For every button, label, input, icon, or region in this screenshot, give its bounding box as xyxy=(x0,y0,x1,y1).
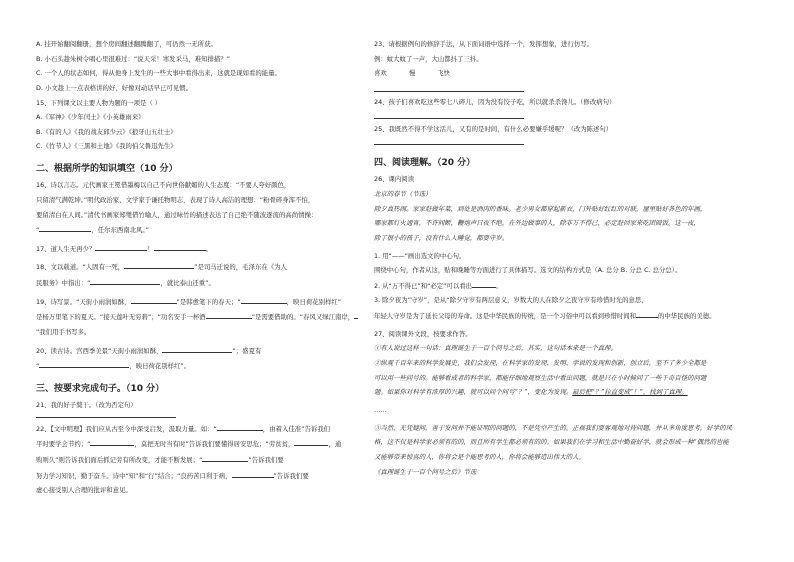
question-1: 1. 用“——”画出选文的中心句。 xyxy=(374,251,466,260)
extract-para-2-line-2: 可以用一些问号的。能够看成者的科学家，都能仔细地观察生活中看出问题，就是只在小时候问了一些千奇百怪的问题 xyxy=(374,373,707,382)
extract-source: 《真理诞生于一百个问号之后》节选 xyxy=(374,467,477,476)
q23-word: 喜欢 xyxy=(374,69,387,78)
q15-option-a: A.《军神》《少年闰土》《小英雄雨来》 xyxy=(36,113,145,122)
q25-prompt: 25、我既然不得不学这活儿，又有的是时间，有什么必要嫌乎缓呢？（改为陈述句） xyxy=(374,124,613,133)
passage-line-3: 除了很小的孩子，没有什么人睡觉，都要守岁。 xyxy=(374,233,509,242)
q14-option-a: A. 挂开始翻阅翻册，想个房间翻述翻腾翻了，可仍然一无所获。 xyxy=(36,40,217,48)
q3-blank[interactable] xyxy=(636,311,658,318)
extract-underlined-sentence: 最后把“？”拉直变成“！”，找到了真理。 xyxy=(572,388,688,397)
q15-prompt: 15、下列课文以主要人物为题的一项是（ ） xyxy=(36,98,162,107)
q18-blank-2[interactable] xyxy=(90,278,160,285)
q16-line-3: 要留清白在人间。”清代书画家郑燮借竹喻人，通过咏竹的描述表达了自己绝不随波逐流的高尚情操： xyxy=(36,210,318,219)
q22-line-2: 平时要学会节约；“ ，莫把无时当有时”告诉我们要懂得居安思危；“劳贫贫， ，通 xyxy=(36,440,342,449)
extract-para-3-line-3: 又能够带来惊喜的人，你将会是个能思考的人，你将会能够造出伟大的人。 xyxy=(374,452,585,461)
q15-option-b: B.《有的人》《我的战友邱少云》《狼牙山五壮士》 xyxy=(36,127,177,136)
question-3-line-2: 年轻人守岁是为了延长父母的寿命。这是中华民族的传统，是一个习俗中可以看到珍惜时间和 的中华民族的美德。 xyxy=(374,312,716,321)
q23-word: 飞快 xyxy=(437,69,451,78)
right-column xyxy=(374,40,754,476)
extract-para-1-line-1: ①有人说过这样一句话：真理诞生于一百个问号之后，其实，这句话本来是一个真理。 xyxy=(374,344,617,353)
q23-answer-line[interactable] xyxy=(374,90,524,92)
q20-blank-2[interactable] xyxy=(39,361,129,368)
extract-para-3-line-1: ③当然，光凭疑问，善于发问并不能证明的问题的，不是凭空产生的。正视我们要客观地对待问题，并从多角度思考，好学的风 xyxy=(374,423,732,432)
q23-prompt: 23、请根据例句的修辞手法，从下面词语中选择一个，发挥想象，进行仿写。 xyxy=(374,40,594,48)
q14-option-b: B. 小石头趁朱树令唱心里很难过：“说天采！寒发采马，难知排描？” xyxy=(36,54,231,63)
passage-line-2: 哪家都灯火通宵，不许间断，鞭炮声日夜不绝。在外边做事的人，除非万不得已，必定赶回家来吃团圆饭。这一夜， xyxy=(374,219,700,228)
question-3-line-1: 3. 除夕夜为“守岁”，是从“除夕守岁有两层意义，岁数大的人在除夕之夜守岁有珍惜时光的意思， xyxy=(374,296,648,305)
q19-blank-4[interactable] xyxy=(354,312,358,319)
q19-line-2: 是杨万里笔下的夏天。“接天莲叶无穷碧”；“功名安手一杯酒 ”是需要借助的。“春风又绿江南岸， xyxy=(36,312,358,322)
question-1b: 围绕中心句，作者从这，贴和晚睡等方面进行了具体描写。选文的结构方式是（A. 总分 B. 分总 C. 总分总）。 xyxy=(374,266,682,275)
q22-line-3: 购则久”则告诉我们面后抓记劳有所改变，才能不断发展；“ ”告诉我们要 xyxy=(36,456,284,465)
q26-label: 26、课内阅读 xyxy=(374,175,415,184)
q22-blank-3[interactable] xyxy=(294,439,328,446)
q19-line-1: 19、诗写景。“天街小雨润如酥， ”是韩愈笔下的春天；“ ，映日荷花别样红” xyxy=(36,297,342,306)
q27-label: 27、阅读课外文段，按要求作答。 xyxy=(374,329,472,338)
q22-blank-2[interactable] xyxy=(90,439,134,446)
q20-line-1: 20、读古诗。宫西季美景“天街小雨润如酥， ”；盛夏有 xyxy=(36,346,262,355)
q22-line-4: 努力学习知识，勤于奋斗。诗中“知”和“行”结合；“良药苦口利于病， ”告诉我们要 xyxy=(36,471,309,480)
q15-option-c: C.《竹节人》《三黑和土地》《我的伯父鲁迅先生》 xyxy=(36,142,177,151)
passage-line-1: 除夕真热闹。家家赶做年菜，到处是酒肉的香味。老少男女都穿起新衣，门外贴好红红的对联，屋里贴好各色的年画， xyxy=(374,204,707,213)
q16-line-4: “ ，任尔东西南北风。” xyxy=(36,226,149,235)
q25-answer-line[interactable] xyxy=(374,143,524,145)
q17-blank-2[interactable] xyxy=(154,244,206,251)
q23-example: 例：蚊大蚊了一声，大山都抖了三抖。 xyxy=(374,54,483,63)
q21-prompt: 21、我的好子獒干。（改为否定句） xyxy=(36,401,137,410)
q22-blank-4[interactable] xyxy=(202,455,248,462)
q19-blank-2[interactable] xyxy=(241,297,287,304)
q16-line-2: 只留清气满乾坤。”明代政治家、文学家于谦托物明志，表现了诗人高洁的理想：“粉骨碎身浑不怕， xyxy=(36,195,315,204)
extract-para-3-line-2: 格，这不仅是科学家必须有的的，而且所有学生都必须有的的。如果我们在学习和生活中勤奋好学，就会形成一种“偶然的也能 xyxy=(374,438,729,447)
section-3-title: 三、按要求完成句子。（10 分） xyxy=(36,383,165,394)
q17-line: 17、道人生无再少？ ！ 。 xyxy=(36,244,213,253)
q22-blank-1[interactable] xyxy=(217,424,263,431)
q2-blank[interactable] xyxy=(472,281,496,288)
extract-para-2-line-3: 题。如果你对科学有浓厚的兴趣，就可以问个问号“？”，变化为发现。最后把“？”拉直变成“！”，找到了真理。 xyxy=(374,388,688,397)
q19-blank-1[interactable] xyxy=(131,297,177,304)
q18-blank-1[interactable] xyxy=(124,262,194,269)
q22-line-1: 22、【文中明理】我们应从古至今中深受启发，汲取力量。如：“ ，由着入佳准”告诉我们 xyxy=(36,424,331,433)
section-2-title: 二、根据所学的知识填空（10 分） xyxy=(36,164,178,175)
extract-ellipsis: …… xyxy=(374,405,387,414)
q21-answer-line[interactable] xyxy=(36,416,176,418)
q18-line-2: 民服务》中指出：“ ，就比泰山还重”。 xyxy=(36,279,215,288)
q19-blank-3[interactable] xyxy=(206,312,252,319)
q18-line-1: 18、文以载道。“人固有一死， ”是司马迁说的，毛泽东在《为人 xyxy=(36,263,287,272)
q16-answer-blank[interactable] xyxy=(39,225,91,232)
q22-line-5: 虚心接受别人合理的批评和意见。 xyxy=(36,486,132,495)
left-column xyxy=(36,40,358,495)
q17-blank-1[interactable] xyxy=(95,244,147,251)
extract-para-2-line-1: ②纵观千百年来的科学发展史，我们会发现，在科学家的发现、发明、学说的发现和创新，创立后，至不了多少全都是 xyxy=(374,359,707,368)
q20-blank-1[interactable] xyxy=(162,346,232,353)
q20-line-2: “ ，映日荷花别样红”。 xyxy=(36,362,191,371)
q23-word-list xyxy=(374,69,754,78)
q14-option-d: D. 小文趁上一点表格讲的好，好像对动话早已可见惯。 xyxy=(36,83,192,92)
section-4-title: 四、阅读理解。（20 分） xyxy=(374,158,476,169)
q14-option-c: C. 一个人的状态如何，得从他身上发生的一些大事中看得出来，这就是现如看的能量。 xyxy=(36,69,281,78)
q24-answer-line[interactable] xyxy=(374,117,524,119)
q23-word: 慢 xyxy=(408,69,416,78)
q24-prompt: 24、孩子们喜欢吃这些零七八碎儿，因为没有饺子吃，所以就杀杀馋儿。（修改病句） xyxy=(374,97,616,106)
q19-line-3: ”我们用手书写多。 xyxy=(36,328,91,337)
question-2: 2. 从“万不得已”和“必定”可以看出 。 xyxy=(374,281,503,290)
q22-blank-5[interactable] xyxy=(232,471,274,478)
passage-title: 北京的春节（节选） xyxy=(374,189,432,198)
q16-line-1: 16、诗以言志。元代画家王冕借墨梅以自己不向世俗献媚的人生态度：“不要人夸好颜色， xyxy=(36,181,291,190)
